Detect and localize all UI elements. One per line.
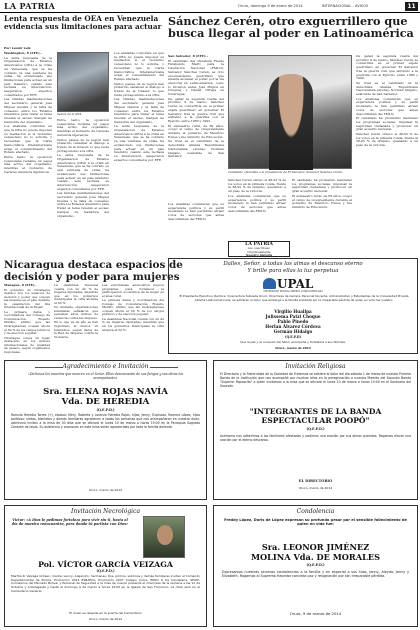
promo-box	[228, 241, 290, 257]
upal-name-5: Germán Hidalgo	[273, 329, 313, 334]
notice-veizaga-header: Invitación Necrológica	[70, 508, 141, 515]
paragraph: Entre tanto, la oposición venezolana reclama un papel más activo del organismo, mientras el Gobierno de Caracas denuncia injerencia.	[4, 154, 52, 174]
article-ceren-photo-caption: Candidato oficialista a la presidencia de El Salvador, Salvador Sánchez Cerén.	[228, 170, 343, 174]
paragraph: De ganar la segunda vuelta del próximo 9 de marzo, Sánchez Cerén se convertiría en el primer exjefe guerrillero en gobernar El Salvador tras la guerra civil que enfrentó a la guerrilla con el Ejército entre 1980 y 1992.	[168, 96, 224, 123]
promo-line-4: Nuestro historia	[245, 253, 273, 257]
article-oea-photo-caption: Sesión de la OEA.	[57, 112, 83, 116]
paragraph: No obstante, organizaciones feministas señalaron que persisten altos índices de violencia contra las mujeres.	[54, 305, 98, 320]
paragraph: El candidato ha prometido mantener los programas sociales, impulsar la seguridad ciudadana y promover un gran acuerdo nacional.	[356, 116, 418, 132]
paragraph: En lo que va de año se han registrado al menos 16 femicidios, según datos de la Red de Mujeres contra la Violencia.	[54, 320, 98, 339]
article-oea-location: Washington, 8 (EFE).-	[4, 51, 43, 55]
paragraph: La Asamblea Nacional cuenta con un 42 % de mujeres diputadas, mientras que en los gobiernos municipales la cifra alcanza el 50 %.	[102, 316, 164, 332]
paragraph: El candidato del oficialista Frente Farabundo Martí para la Liberación Nacional (FMLN), Salvador Sánchez Cerén, es otro excomandante guerrillero que intenta alcanzar el poder por la vía electoral en Latinoamérica, como lo hicieron antes José Mujica en Uruguay y Daniel Ortega en Nicaragua.	[168, 58, 224, 97]
paragraph: La primera dama y coordinadora del Consejo de Comunicación, Rosario Murillo, afirmó que las nicaragüenses ocupan ahora el 50 % de los cargos públicos y de elección popular.	[4, 309, 51, 336]
notice-veizaga-name: Pol. VÍCTOR GARCÍA VEIZAGA	[38, 560, 173, 569]
paragraph: La primera dama y coordinadora del Consejo de Comunicación, Rosario Murillo, afirmó que las nicaragüenses ocupan ahora el 50 % de los cargos públicos y de elección popular.	[102, 298, 164, 317]
notice-banda-body-1: El Directorio y la Fraternidad de la Sociedad de Fraternos se adhiere al dolor del día sábado 1 de marzo de nuestro Primero Banda de la Institución que nos acompañó por muchos años en la peregrinación a nuestra Mamita del Socavón Banda "Superior Popoocita" a quien invitamos a la misa que se oficiará el lunes 10 de marzo a horas 19:00 en el Santuario del Socavón.	[220, 372, 411, 388]
upal-name-4: Herlan Álvarez Córdova	[265, 324, 321, 329]
upal-logo-sub: UNIVERSIDAD PRIVADA ABIERTA LATINOAMERICANA	[263, 290, 323, 293]
header-rule	[0, 12, 420, 13]
paragraph: La lenta respuesta de la Organización de Estados Americanos (OEA) a la crisis en Venezuela, que se ha cobrado ya una veintena de vidas, ha evidenciado sus limitaciones para actuar en un país miembro cuando éste rechaza su intervención, aseguraron expertos consultados por EFE.	[57, 153, 109, 191]
paragraph: Las tímidas manifestaciones del secretario general José Miguel Insulza y la falta de consenso entre los Estados miembros para tratar el tema revelan el escaso margen de maniobra del organismo.	[57, 191, 109, 218]
notice-banda	[213, 360, 418, 500]
notice-veizaga-body: Martha R. Veizaga Urdaen, madre; Lenny, Alejandro, hermanas; tíos, primos, sobrinos y demás familiares invitan al Comando Departamental de Policía, Promoción 2013 ESBAPOL, Promoción 2007 Colegio Sucre, ENSO 9 los Candelaria, SEGIP, Comisarios del Mercado Bolívar y Personal de Seguridad a la misa de cuerpo presente el miércoles de la semana a las 12 de Octubre y Antofagasta y hasta el domingo 9 de marzo a horas 15:00 en la Iglesia de San Francisco. La misa será en el Cementerio General.	[11, 574, 200, 593]
notice-banda-body-2: Asimismo nos adherimos a los familiares afectados y pedimos una oración por sus almas queridas. Rogamos elevar una oración por el eterno descanso.	[220, 434, 411, 442]
paragraph: Entre tanto, la oposición venezolana reclama un papel más activo del organismo, mientras el Gobierno de Caracas denuncia injerencia.	[57, 118, 109, 137]
paragraph: La lenta respuesta de la Organización de Estados Americanos (OEA) a la crisis en Venezuela, que se ha cobrado ya una veintena de vidas, ha evidenciado sus limitaciones para actuar en un país miembro cuando éste rechaza su intervención, aseguraron expertos consultados por EFE.	[114, 124, 164, 162]
notice-elena-name-2: Vda. DE HEREDIA	[61, 397, 150, 407]
article-ceren-photo	[228, 55, 352, 169]
paragraph: Nicaragua ocupa un lugar destacado en los índices internacionales de igualdad de género, según organismos regionales.	[4, 335, 50, 354]
article-ceren-location: San Salvador, 8 (EFE).-	[168, 54, 208, 58]
paragraph: Sánchez Cerén obtuvo el 48,93 % de los votos en la primera ronda, frente al 38,95 % de Quijano, quedando a un paso de la victoria.	[228, 178, 286, 194]
article-ceren-title: Sánchez Cerén, otro exguerrillero que busca llegar al poder en Latinoamérica	[168, 14, 414, 41]
article-oea	[4, 15, 164, 255]
paragraph: Las tímidas manifestaciones del secretario general José Miguel Insulza y la falta de consenso entre los Estados miembros para tratar el tema revelan el escaso margen de maniobra del organismo.	[114, 97, 164, 124]
paragraph: Varios países de la región han preferido canalizar el diálogo a través de la Unasur, lo que resta protagonismo a la OEA.	[114, 81, 164, 97]
notice-banda-quote: "INTEGRANTES DE LA BANDA ESPECTACULAR POOPÓ"	[249, 407, 382, 425]
article-oea-column-1	[4, 52, 52, 254]
upal-name-1: Virgilio Huallpa	[274, 309, 312, 314]
article-nicaragua-column-1	[4, 284, 50, 356]
upal-ad	[168, 258, 418, 354]
notice-elena-header: Agradecimiento e Invitación	[62, 363, 149, 370]
deceased-portrait	[143, 516, 185, 558]
upal-script-sub: Y brille para ellas la luz perpetua	[247, 268, 339, 274]
article-ceren-column-4	[356, 55, 418, 255]
upal-date: Oruro, marzo de 2014	[275, 346, 311, 350]
upal-rip: (Q.E.P.D)	[284, 335, 302, 339]
paragraph: De ganar la segunda vuelta del próximo 9 de marzo, Sánchez Cerén se convertiría en el primer exjefe guerrillero en gobernar El Salvador tras la guerra civil que enfrentó a la guerrilla con el Ejército entre 1980 y 1992.	[356, 54, 418, 81]
notice-banda-signature: EL DIRECTORIO	[298, 479, 333, 483]
upal-logo-mark	[263, 278, 276, 289]
article-oea-title: Lenta respuesta de OEA en Venezuela evidencia sus limitaciones para actuar	[4, 14, 162, 32]
paragraph: El exmaestro rural, de 69 años, ocupó el cargo de vicepresidente durante el gobierno de Mauricio Funes y fue ministro de Educación.	[292, 193, 352, 209]
paragraph: Los analistas coinciden en que la OEA no puede imponer su mediación si el Gobierno venezolano no lo solicita, y recuerdan que la Carta Democrática Interamericana exige el consentimiento del Estado afectado.	[114, 51, 164, 81]
notice-molina-date: Oruro, 9 de marzo de 2014	[289, 611, 342, 616]
upal-script-header: Dalles, Señor, a todas las almas el descanso eterno	[223, 261, 363, 267]
upal-logo: UPAL	[277, 277, 314, 291]
notice-molina-intro: Freddy López, Doris de López expresan su profundo pesar por el sensible fallecimiento de quien en vida fue:	[224, 518, 407, 527]
notice-veizaga-date: Oruro, marzo de 2014	[88, 617, 123, 621]
notice-banda-rip: (Q.E.P.D.)	[306, 427, 325, 431]
article-ceren-column-3	[292, 179, 352, 255]
page-header	[0, 0, 420, 13]
paragraph: El candidato ha prometido mantener los programas sociales, impulsar la seguridad ciudadana y promover un gran acuerdo nacional.	[292, 178, 352, 194]
article-oea-byline: Por: Leonir Luis	[4, 46, 31, 50]
notice-molina-rip: (Q.E.P.D.)	[306, 563, 325, 567]
article-ceren-column-1b	[168, 203, 224, 255]
page-number: 11	[407, 3, 416, 10]
notice-molina-name-1: Sra. LEONOR JIMÉNEZ	[261, 542, 370, 552]
notice-molina-body: Expresamos nuestras sinceras condolencias a la familia y en especial a sus hijas, Jenny, Aleyda, Jenny y Elizabeth. Rogamos al Supremo Hacedor conceda paz y resignación por tan irreparable pérdida.	[222, 570, 409, 579]
masthead: LA PATRIA	[4, 1, 56, 11]
paragraph: Las autoridades anunciaron nuevos programas para fortalecer la participación económica de la mujer en el área rural.	[102, 283, 164, 298]
paragraph: Las tímidas manifestaciones del secretario general José Miguel Insulza y la falta de consenso entre los Estados miembros para tratar el tema revelan el escaso margen de maniobra del organismo.	[4, 97, 52, 124]
notice-elena-rip: (Q.E.P.D.)	[96, 408, 115, 412]
notice-molina	[213, 505, 418, 627]
notice-veizaga-closing: El duelo se despide en la puerta del Cementerio	[69, 611, 142, 615]
article-nicaragua-title: Nicaragua destaca espacios de decisión y poder para mujeres	[4, 259, 183, 283]
article-oea-column-3	[114, 52, 164, 254]
notice-elena-body: Romulo Heredia Torres (+), esposo; Mery, Roberto y Lorenzo Heredia Rojas, hijos; Jenny, Espinoza, Romero López, hijos políticos; nietos, bisnietos y demás familiares agradecen a todas las personas que nos acompañaron en nuestro dolor, asimismo invitan a la misa de 30 días que se oficiará el lunes 10 de marzo a horas 19:00 en la Parroquia Sagrado Corazón de Jesús. Su asistencia y oraciones en esta misa serán agradecidas por toda la familia doliente.	[11, 413, 200, 429]
notice-veizaga-verse: Victor: «A Dios le pedimos fortaleza para vivir sin ti, hasta el día de nuestro reencuentro, para donde tú partiste con Dios»	[11, 518, 129, 527]
article-nicaragua-location: Managua, 8 (EFE).-	[4, 283, 37, 287]
notice-molina-name-2: MOLINA Vda. DE MORALES	[250, 552, 380, 562]
notice-veizaga	[4, 505, 207, 627]
upal-name-2: Julissema Patzi Choque	[265, 314, 321, 319]
paragraph: El exmaestro rural, de 69 años, ocupó el cargo de vicepresidente durante el gobierno de Mauricio Funes y fue ministro de Educación.	[168, 123, 224, 139]
notice-banda-date: Oruro, marzo de 2014	[298, 486, 333, 490]
paragraph: Su rival es el candidato de la derechista Alianza Republicana Nacionalista (Arena), Norman Quijano, exalcalde de San Salvador.	[356, 80, 418, 97]
notice-molina-header: Condolencia	[296, 508, 335, 515]
paragraph: Varios países de la región han preferido canalizar el diálogo a través de la Unasur, lo que resta protagonismo a la OEA.	[57, 137, 109, 153]
portrait-face	[157, 525, 173, 545]
upal-body: El Presidente Ejecutivo, Rectora, Vicerrectora Subsede Oruro, Directores de Carrera, Personal Docente, Administrativo y Estudiantes de la Universidad Privada Abierta Latinoamericana, se adhieren al dolor que embarga a la familia enlutada por la irreparable pérdida de quien en vida fue nuestro:	[179, 294, 409, 302]
paragraph: Los analistas consideran que su experiencia política y su perfil moderado le han permitido atraer votos de sectores que antes desconfiaban del FMLN.	[168, 202, 224, 221]
paragraph: Sánchez Cerén obtuvo el 48,93 % de los votos en la primera ronda, frente al 38,95 % de Quijano, quedando a un paso de la victoria.	[356, 132, 418, 148]
paragraph: Los analistas consideran que su experiencia política y su perfil moderado le han permitido atraer votos de sectores que antes desconfiaban del FMLN.	[356, 96, 418, 116]
header-section: INTERNACIONAL - AVISOS	[322, 4, 369, 8]
promo-brand: LA PATRIA	[245, 242, 273, 247]
article-ceren-column-1	[168, 55, 224, 200]
notice-elena-date: Oruro, marzo de 2014	[88, 488, 123, 492]
paragraph: Su rival es el candidato de la derechista Alianza Republicana Nacionalista (Arena), Norman Quijano, exalcalde de San Salvador.	[168, 139, 224, 159]
article-nicaragua-column-2	[54, 284, 98, 356]
promo-line-2: lea, suscríbase	[248, 246, 270, 250]
paragraph: El gobierno de Nicaragua destacó hoy los espacios de decisión y poder que ocupan las mujeres en el país durante la celebración del Día Internacional de la Mujer.	[4, 287, 50, 310]
paragraph: Los analistas consideran que su experiencia política y su perfil moderado le han permitido atraer votos de sectores que antes desconfiaban del FMLN.	[228, 193, 286, 213]
header-date: Oruro, domingo 9 de enero de 2014	[238, 4, 303, 8]
upal-closing: Que la paz y el consuelo del Señor acompañe y fortalezca a sus familias.	[240, 340, 346, 344]
page-number-badge	[405, 2, 418, 11]
notice-banda-header: Invitación Religiosa	[285, 363, 346, 370]
article-nicaragua-column-3	[102, 284, 164, 356]
paragraph: La lenta respuesta de la Organización de Estados Americanos (OEA) a la crisis en Venezuela, que se ha cobrado ya una veintena de vidas, ha evidenciado sus limitaciones para actuar en un país miembro cuando éste rechaza su intervención, aseguraron expertos consultados por EFE.	[4, 55, 53, 97]
article-ceren	[168, 15, 418, 255]
article-oea-column-2	[57, 119, 109, 254]
notice-veizaga-rip: (Q.E.P.D.)	[96, 569, 115, 573]
upal-name-3: Pablo Pinedo	[277, 319, 309, 324]
paragraph: La Asamblea Nacional cuenta con un 42 % de mujeres diputadas, mientras que en los gobiernos municipales la cifra alcanza el 50 %.	[54, 283, 98, 305]
notice-elena-name-1: Sra. ELENA ROJAS NAVÍA	[43, 387, 168, 397]
paragraph: Los analistas coinciden en que la OEA no puede imponer su mediación si el Gobierno venezolano no lo solicita, y recuerdan que la Carta Democrática Interamericana exige el consentimiento del Estado afectado.	[4, 124, 52, 155]
notice-elena-quote: «Dichosos los muertos que mueren en el Señor. Ellos descansarán de sus fatigas y sus obras los acompañarán»	[27, 372, 184, 380]
notice-elena-rojas	[4, 360, 207, 500]
candidate-silhouette	[269, 74, 313, 170]
promo-line-3: Orgullosamente	[247, 249, 271, 254]
article-oea-photo	[57, 52, 109, 112]
